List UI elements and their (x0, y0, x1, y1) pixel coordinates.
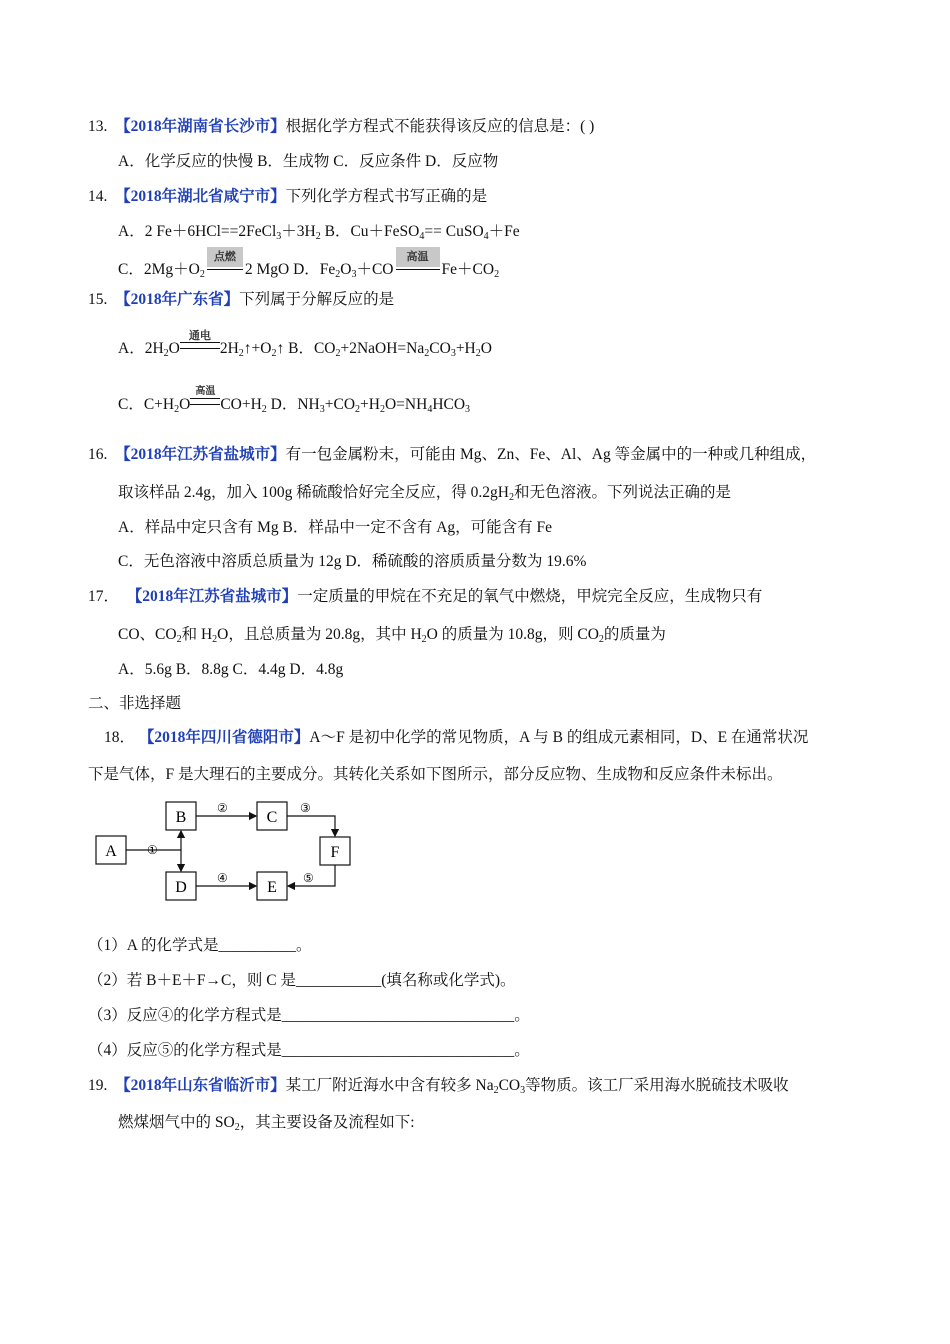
q16-line2 (118, 483, 731, 503)
box-label: D (175, 879, 187, 896)
q19-line (88, 1076, 789, 1096)
formula-part: O (179, 396, 191, 413)
arrow-3-label: ③ (300, 801, 311, 815)
q17-line2 (118, 625, 666, 645)
q18-sub2: （2）若 B＋E＋F→C，则 C 是___________(填名称或化学式)。 (88, 972, 516, 989)
source-tag: 【2018年湖北省咸宁市】 (115, 188, 286, 205)
q16-options-ab: A．样品中定只含有 Mg B．样品中一定不含有 Ag，可能含有 Fe (118, 519, 553, 536)
question-stem: 一定质量的甲烷在不充足的氧气中燃烧，甲烷完全反应，生成物只有 (297, 588, 763, 605)
q19-line2 (118, 1113, 415, 1133)
subscript: 2 (355, 404, 361, 415)
formula-part: Fe＋CO (441, 261, 495, 278)
q18-line (104, 728, 808, 748)
condition-label: 点燃 (207, 247, 243, 267)
option-c: C．C+H (118, 396, 175, 413)
arrow-4-label: ④ (217, 871, 228, 885)
subscript: 2 (494, 269, 500, 280)
subscript: 2 (315, 231, 321, 242)
reaction-condition (207, 250, 243, 280)
subscript: 2 (238, 348, 244, 359)
q13-line (88, 117, 594, 137)
box-label: E (267, 879, 277, 896)
source-tag: 【2018年江苏省盐城市】 (115, 446, 286, 463)
subscript: 2 (234, 1122, 240, 1133)
subscript: 2 (493, 1085, 499, 1096)
question-number: 16. (88, 446, 108, 463)
formula-part: +H (360, 396, 380, 413)
formula-part: HCO (432, 396, 466, 413)
source-tag: 【2018年江苏省盐城市】 (126, 588, 298, 605)
source-tag: 【2018年广东省】 (115, 291, 240, 308)
formula-part: == CuSO (424, 223, 484, 240)
q15-line (88, 290, 394, 310)
option-a: A．2H (118, 340, 164, 357)
subscript: 2 (379, 404, 385, 415)
subscript: 4 (483, 231, 489, 242)
question-text: O，且总质量为 20.8g，其中 H (217, 626, 422, 643)
source-tag: 【2018年四川省德阳市】 (138, 729, 310, 746)
question-number: 18． (104, 729, 136, 746)
question-stem: 下列属于分解反应的是 (239, 291, 395, 308)
arrow-2-label: ② (217, 801, 228, 815)
formula-part: CO (429, 340, 451, 357)
question-text: CO (498, 1077, 521, 1094)
subscript: 2 (335, 348, 341, 359)
formula-part: O (168, 340, 180, 357)
box-C (257, 802, 287, 830)
subscript: 2 (261, 404, 267, 415)
box-E (257, 872, 287, 900)
box-label: B (175, 809, 187, 826)
source-tag: 【2018年湖南省长沙市】 (115, 118, 286, 135)
q13-options: A．化学反应的快慢 B．生成物 C．反应条件 D．反应物 (118, 153, 499, 170)
formula-part: O (340, 261, 352, 278)
formula-part: ＋3H (281, 223, 316, 240)
formula-part: +CO (324, 396, 356, 413)
subscript: 2 (421, 634, 427, 645)
option-d: D．NH (266, 396, 320, 413)
formula-part: ＋Fe (488, 223, 520, 240)
question-text: 和 H (181, 626, 213, 643)
question-text: ，其主要设备及流程如下: (239, 1114, 415, 1131)
q18-sub3: （3）反应④的化学方程式是______________________________。 (88, 1007, 530, 1024)
q15-options-ab (118, 329, 492, 359)
formula-part: ↑+O (243, 340, 272, 357)
formula-part: O=NH (384, 396, 428, 413)
question-text: 等物质。该工厂采用海水脱硫技术吸收 (525, 1077, 789, 1094)
condition-label: 高温 (195, 386, 216, 397)
subscript: 3 (450, 348, 456, 359)
question-text: 取该样品 2.4g，加入 100g 稀硫酸恰好完全反应，得 0.2gH (118, 484, 509, 501)
source-tag: 【2018年山东省临沂市】 (115, 1077, 286, 1094)
formula-part: +H (455, 340, 476, 357)
q16-line (88, 445, 816, 465)
formula-part: 2H (219, 340, 239, 357)
question-stem: 根据化学方程式不能获得该反应的信息是：( ) (285, 118, 595, 135)
question-stem: A～F 是初中化学的常见物质，A 与 B 的组成元素相同，D、E 在通常状况 (309, 729, 809, 746)
q16-options-cd: C．无色溶液中溶质总质量为 12g D．稀硫酸的溶质质量分数为 19.6% (118, 553, 587, 570)
formula-part: CO+H (220, 396, 262, 413)
arrow-3 (287, 816, 335, 836)
question-number: 15. (88, 291, 108, 308)
q18-sub1: （1）A 的化学式是__________。 (88, 937, 312, 954)
subscript: 2 (271, 348, 277, 359)
question-text: CO、CO (118, 626, 177, 643)
question-text: 和无色溶液。下列说法正确的是 (513, 484, 731, 501)
question-number: 19. (88, 1077, 108, 1094)
reaction-condition (180, 329, 220, 359)
condition-label: 高温 (396, 247, 440, 267)
subscript: 2 (475, 348, 481, 359)
question-text: 燃煤烟气中的 SO (118, 1114, 235, 1131)
question-text: O 的质量为 10.8g，则 CO (426, 626, 599, 643)
q14-options-cd (118, 250, 500, 280)
subscript: 3 (520, 1085, 526, 1096)
question-text: 某工厂附近海水中含有较多 Na (285, 1077, 494, 1094)
option-a: A．2 Fe＋6HCl==2FeCl (118, 223, 277, 240)
subscript: 4 (419, 231, 425, 242)
box-label: C (266, 809, 278, 826)
question-number: 13. (88, 118, 108, 135)
q14-options-ab (118, 222, 520, 242)
reaction-condition (190, 386, 220, 415)
subscript: 3 (351, 269, 357, 280)
subscript: 2 (335, 269, 341, 280)
question-stem: 下列化学方程式书写正确的是 (285, 188, 488, 205)
subscript: 2 (598, 634, 604, 645)
subscript: 3 (276, 231, 282, 242)
arrow-5-label: ⑤ (303, 871, 314, 885)
q15-options-cd (118, 386, 471, 415)
subscript: 2 (163, 348, 169, 359)
formula-part: O (480, 340, 492, 357)
q18-line2: 下是气体，F 是大理石的主要成分。其转化关系如下图所示，部分反应物、生成物和反应条件未标出。 (88, 766, 783, 783)
question-stem: 有一包金属粉末，可能由 Mg、Zn、Fe、Al、Ag 等金属中的一种或几种组成， (285, 446, 817, 463)
subscript: 3 (319, 404, 325, 415)
section-heading: 二、非选择题 (88, 695, 182, 712)
subscript: 4 (427, 404, 433, 415)
formula-part: ↑ (276, 340, 285, 357)
arrow-1-label: ① (147, 843, 158, 857)
subscript: 3 (465, 404, 471, 415)
q17-line (88, 587, 762, 607)
question-text: 的质量为 (603, 626, 666, 643)
formula-part: +2NaOH=Na (340, 340, 425, 357)
condition-label: 通电 (188, 329, 211, 342)
box-B (166, 802, 196, 830)
option-b: B．CO (284, 340, 336, 357)
option-b: B．Cu＋FeSO (320, 223, 420, 240)
question-number: 17． (88, 588, 120, 605)
box-D (166, 872, 196, 900)
question-number: 14. (88, 188, 108, 205)
q14-line (88, 187, 487, 207)
option-c: C．2Mg＋O (118, 261, 200, 278)
subscript: 2 (508, 492, 514, 503)
formula-part: 2 MgO (244, 261, 290, 278)
subscript: 2 (424, 348, 430, 359)
box-A (96, 836, 126, 864)
formula-part: ＋CO (356, 261, 394, 278)
box-label: F (330, 844, 340, 861)
box-F (320, 837, 350, 865)
subscript: 2 (199, 269, 205, 280)
subscript: 2 (212, 634, 218, 645)
q18-sub4: （4）反应⑤的化学方程式是______________________________。 (88, 1042, 530, 1059)
subscript: 2 (174, 404, 180, 415)
subscript: 2 (176, 634, 182, 645)
box-label: A (105, 843, 117, 860)
reaction-condition (396, 250, 440, 280)
q17-options: A．5.6g B．8.8g C．4.4g D．4.8g (118, 661, 344, 678)
option-d: D．Fe (289, 261, 336, 278)
conversion-diagram (95, 798, 365, 908)
